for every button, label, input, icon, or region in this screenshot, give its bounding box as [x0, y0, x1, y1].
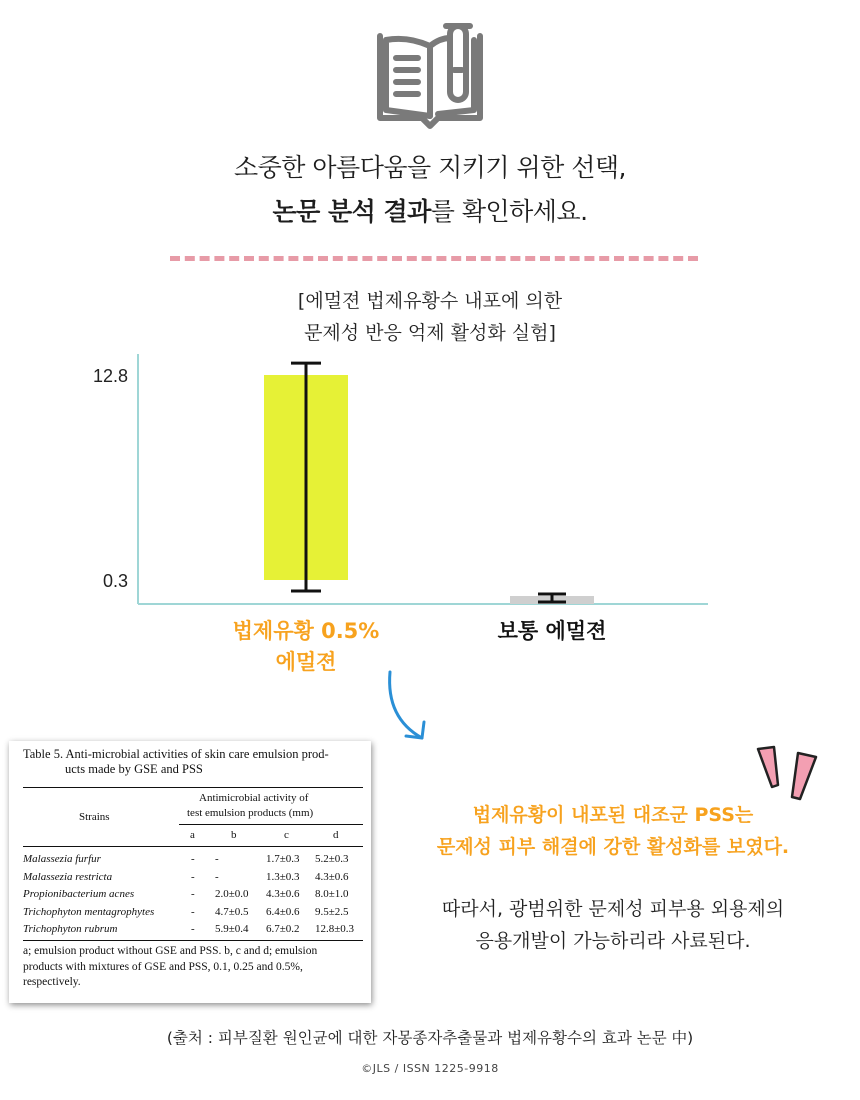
table-cell-a: -	[191, 923, 195, 935]
table-top-rule	[23, 787, 363, 788]
table-header-activity-line1: Antimicrobial activity of	[199, 792, 309, 804]
table-row-strain: Trichophyton mentagrophytes	[23, 905, 155, 918]
x-category-line: 법제유황 0.5%	[232, 619, 380, 643]
table-row-strain: Malassezia furfur	[23, 853, 101, 865]
conclusion-line1: 법제유황이 내포된 대조군 PSS는	[472, 804, 754, 826]
table-cell-d: 9.5±2.5	[315, 905, 349, 918]
table-sub-rule	[179, 824, 363, 825]
table-cell-d: 5.2±0.3	[315, 853, 349, 865]
headline-rest: 를 확인하세요.	[430, 197, 588, 226]
table-header-strains: Strains	[79, 811, 110, 823]
research-table-image	[9, 741, 371, 1003]
table-cell-c: 6.4±0.6	[266, 905, 300, 918]
table-subheader-c: c	[284, 829, 289, 841]
headline-bold: 논문 분석 결과	[272, 197, 431, 226]
table-cell-c: 6.7±0.2	[266, 923, 300, 935]
x-category-line: 에멀젼	[275, 650, 337, 674]
table-bottom-rule	[23, 940, 363, 941]
table-cell-b: 4.7±0.5	[215, 905, 249, 918]
body-line2: 응용개발이 가능하리라 사료된다.	[475, 930, 751, 952]
table-cell-d: 4.3±0.6	[315, 870, 349, 883]
table-note-line1: a; emulsion product without GSE and PSS. b, c and d; emulsion	[23, 945, 318, 957]
table-cell-c: 1.7±0.3	[266, 853, 300, 865]
conclusion-line2: 문제성 피부 해결에 강한 활성화를 보였다.	[436, 836, 790, 858]
table-cell-a: -	[191, 905, 195, 918]
headline-line2	[0, 192, 860, 228]
y-tick-label: 0.3	[102, 571, 128, 591]
curved-arrow-icon	[378, 668, 438, 748]
table-subheader-b: b	[231, 829, 237, 841]
x-category-line: 보통 에멀젼	[497, 619, 607, 643]
table-row-strain: Malassezia restricta	[23, 870, 113, 883]
table-cell-a: -	[191, 870, 195, 883]
body-line1: 따라서, 광범위한 문제성 피부용 외용제의	[441, 898, 785, 920]
table-cell-c: 1.3±0.3	[266, 870, 300, 883]
table-note-line3: respectively.	[23, 976, 81, 988]
table-cell-d: 12.8±0.3	[315, 923, 355, 935]
table-row-strain: Propionibacterium acnes	[23, 888, 135, 900]
chart-title-line1: [에멀젼 법제유황수 내포에 의한	[297, 290, 563, 312]
table-note	[23, 944, 363, 991]
issn-label: ©JLS / ISSN 1225-9918	[361, 1062, 499, 1075]
book-test-tube-icon	[372, 20, 488, 134]
table-caption-line2: ucts made by GSE and PSS	[65, 762, 203, 776]
table-caption	[23, 747, 361, 777]
headline-line1: 소중한 아름다움을 지키기 위한 선택,	[234, 153, 626, 182]
table-cell-b: -	[215, 853, 219, 865]
table-cell-a: -	[191, 888, 195, 900]
table-subheader-d: d	[333, 829, 339, 841]
table-row-strain: Trichophyton rubrum	[23, 923, 118, 935]
y-tick-label: 12.8	[92, 366, 128, 386]
table-cell-c: 4.3±0.6	[266, 888, 300, 900]
table-cell-a: -	[191, 853, 195, 865]
table-header-rule	[23, 846, 363, 847]
table-cell-b: 5.9±0.4	[215, 923, 249, 935]
table-cell-b: -	[215, 870, 219, 883]
table-header-activity-line2: test emulsion products (mm)	[187, 807, 314, 819]
x-category-label-1	[442, 616, 662, 647]
table-caption-line1: Table 5. Anti-microbial activities of skin care emulsion prod-	[23, 747, 329, 761]
table-cell-d: 8.0±1.0	[315, 888, 349, 900]
emphasis-marks-icon	[754, 745, 820, 803]
chart-title-line2: 문제성 반응 억제 활성화 실험]	[304, 322, 556, 344]
table-subheader-a: a	[190, 829, 195, 841]
table-cell-b: 2.0±0.0	[215, 888, 249, 900]
source-citation: (출처 : 피부질환 원인균에 대한 자몽종자추출물과 법제유황수의 효과 논문 中)	[166, 1029, 694, 1047]
table-note-line2: products with mixtures of GSE and PSS, 0.1, 0.25 and 0.5%,	[23, 960, 303, 973]
dashed-divider	[170, 256, 698, 261]
